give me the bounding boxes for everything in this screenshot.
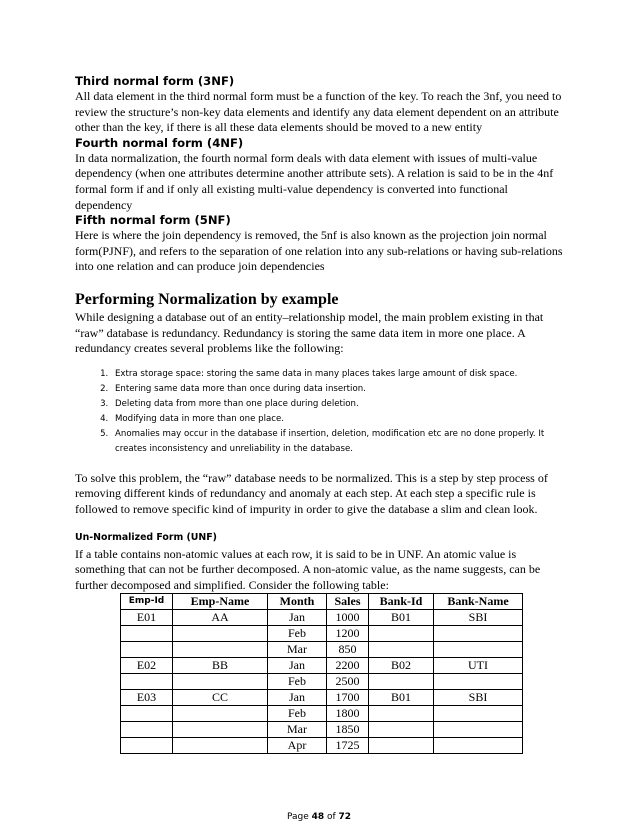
cell-emp-name: CC [173,690,268,706]
cell-bank-id [369,674,434,690]
cell-sales: 1800 [327,706,369,722]
cell-bank-id [369,642,434,658]
cell-emp-id: E01 [121,610,173,626]
paragraph-fifth-nf: Here is where the join dependency is removed, the 5nf is also known as the projection join normal form(PJNF), and refers to the separation of one relation into any sub-relations or having sub-relations into one relation and can produce join dependencies [75,228,563,274]
table-row [121,738,523,754]
paragraph-redundancy-intro: While designing a database out of an entity–relationship model, the main problem existing in that “raw” database is redundancy. Redundancy is storing the same data item in more one place. A redundancy creates several problems like the following: [75,309,544,356]
cell-bank-name: SBI [434,610,523,626]
cell-bank-id [369,626,434,642]
cell-bank-name [434,626,523,642]
cell-emp-id: E02 [121,658,173,674]
cell-emp-name: AA [173,610,268,626]
column-header-emp-name: Emp-Name [173,594,268,610]
list-item: 1. Extra storage space: storing the same data in many places takes large amount of disk space. [111,367,565,382]
cell-bank-id [369,722,434,738]
cell-emp-id [121,738,173,754]
column-header-month: Month [268,594,327,610]
page-footer [0,812,638,822]
cell-emp-name [173,738,268,754]
cell-bank-id [369,706,434,722]
column-header-sales: Sales [327,594,369,610]
cell-sales: 1850 [327,722,369,738]
table-header-row [121,594,523,610]
document-page [75,74,565,754]
cell-month: Feb [268,626,327,642]
footer-prefix: Page [286,812,312,822]
footer-of: of [324,812,339,822]
cell-emp-id [121,626,173,642]
table-row [121,610,523,626]
cell-bank-id: B01 [369,610,434,626]
paragraph-solution: To solve this problem, the “raw” database needs to be normalized. This is a step by step process of removing different kinds of redundancy and anomaly at each step. At each step a specific rule is followed to remove specific kind of impurity in order to give the database a slim and clean look. [75,470,548,516]
list-item: 4. Modifying data in more than one place. [111,412,565,427]
cell-month: Jan [268,658,327,674]
unf-table [120,593,523,754]
table-row [121,690,523,706]
column-header-bank-id: Bank-Id [369,594,434,610]
cell-bank-id [369,738,434,754]
table-row [121,658,523,674]
cell-sales: 1000 [327,610,369,626]
cell-month: Mar [268,642,327,658]
column-header-bank-name: Bank-Name [434,594,523,610]
heading-unf: Un-Normalized Form (UNF) [75,531,217,543]
cell-sales: 1200 [327,626,369,642]
cell-month: Feb [268,706,327,722]
heading-performing-normalization: Performing Normalization by example [75,290,339,308]
cell-emp-name [173,722,268,738]
page-total: 72 [338,812,352,822]
cell-emp-id [121,674,173,690]
table-row [121,642,523,658]
heading-third-nf: Third normal form (3NF) [75,74,235,88]
cell-sales: 850 [327,642,369,658]
cell-sales: 2200 [327,658,369,674]
cell-emp-id: E03 [121,690,173,706]
table-row [121,706,523,722]
cell-emp-name: BB [173,658,268,674]
cell-month: Jan [268,690,327,706]
table-row [121,626,523,642]
cell-month: Jan [268,610,327,626]
cell-month: Feb [268,674,327,690]
cell-bank-name [434,738,523,754]
cell-emp-id [121,722,173,738]
cell-sales: 1725 [327,738,369,754]
cell-bank-name: UTI [434,658,523,674]
heading-fifth-nf: Fifth normal form (5NF) [75,213,231,228]
cell-emp-id [121,642,173,658]
page-number: 48 [311,812,325,822]
cell-bank-name [434,642,523,658]
list-item: 5. Anomalies may occur in the database if insertion, deletion, modification etc are no done properly. It creates inconsistency and unreliability in the database. [111,427,565,457]
cell-month: Apr [268,738,327,754]
cell-month: Mar [268,722,327,738]
cell-bank-name [434,674,523,690]
cell-bank-id: B02 [369,658,434,674]
cell-bank-name [434,722,523,738]
cell-emp-name [173,642,268,658]
cell-bank-name [434,706,523,722]
cell-emp-name [173,706,268,722]
paragraph-third-nf: All data element in the third normal form must be a function of the key. To reach the 3nf, you need to review the structure’s non-key data elements and identify any data element dependent on an attribute other than the key, if there is all these data elements should be moved to a new entity [75,89,562,135]
list-item: 2. Entering same data more than once during data insertion. [111,382,565,397]
cell-bank-id: B01 [369,690,434,706]
cell-bank-name: SBI [434,690,523,706]
table-row [121,674,523,690]
cell-sales: 1700 [327,690,369,706]
paragraph-unf: If a table contains non-atomic values at each row, it is said to be in UNF. An atomic value is something that can not be further decomposed. A non-atomic value, as the name suggests, can be further decomposed and simplified. Consider the following table: [75,546,541,592]
table-row [121,722,523,738]
cell-emp-id [121,706,173,722]
list-item: 3. Deleting data from more than one place during deletion. [111,397,565,412]
cell-emp-name [173,626,268,642]
problems-list [75,367,565,457]
cell-emp-name [173,674,268,690]
heading-fourth-nf: Fourth normal form (4NF) [75,135,244,150]
column-header-emp-id: Emp-Id [121,594,173,610]
cell-sales: 2500 [327,674,369,690]
paragraph-fourth-nf: In data normalization, the fourth normal form deals with data element with issues of multi-value dependency (when one attributes determine another attribute sets). A relation is said to be in the 4nf formal form if and if only all existing multi-value dependency is converted into functional dependency [75,150,554,212]
